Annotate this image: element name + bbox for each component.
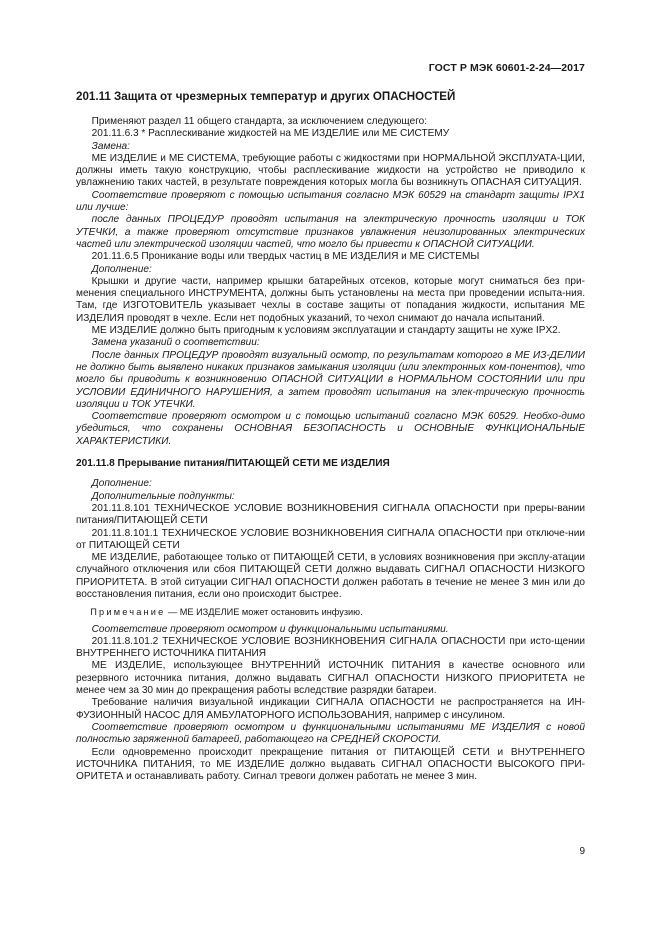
- paragraph: Замена:: [91, 140, 130, 152]
- paragraph: Соответствие проверяют осмотром и с помощью испытаний согласно МЭК 60529. Необхо-димо убедиться, что сохранены ОСНОВНАЯ БЕЗОПАСНОСТЬ и ОСНОВНЫЕ ФУНКЦИОНАЛЬНЫЕ ХАРАКТЕРИСТИКИ.: [76, 411, 585, 447]
- note-label: Примечание: [90, 607, 166, 618]
- paragraph: Если одновременно происходит прекращение питания от ПИТАЮЩЕЙ СЕТИ и ВНУТРЕННЕГО ИСТОЧНИКА ПИТАНИЯ, то МЕ ИЗДЕЛИЕ должно выдавать СИГНАЛ ОПАСНОСТИ ВЫСОКОГО ПРИ-ОРИТЕТА и останавливать работу. Сигнал тревоги должен работать не менее 3 мин.: [76, 746, 585, 783]
- paragraph: Требование наличия визуальной индикации СИГНАЛА ОПАСНОСТИ не распространяется на ИН-ФУЗИОННЫЙ НАСОС ДЛЯ АМБУЛАТОРНОГО ИСПОЛЬЗОВАНИЯ, например с инсулином.: [76, 697, 585, 721]
- paragraph: Дополнение:: [91, 478, 152, 490]
- paragraph: После данных ПРОЦЕДУР проводят визуальный осмотр, по результатам которого в МЕ ИЗ-ДЕЛИИ не должно быть выявлено никаких признаков замыкания изоляции (или электронных ком-понентов), что могло бы приводить к возникновению ОПАСНОЙ СИТУАЦИИ в НОРМАЛЬНОМ СОСТОЯНИИ или при УСЛОВИИ ЕДИНИЧНОГО НАРУШЕНИЯ, а затем проводят испытания на элек-трическую прочность изоляции и ТОК УТЕЧКИ.: [76, 349, 585, 410]
- paragraph: МЕ ИЗДЕЛИЕ и МЕ СИСТЕМА, требующие работы с жидкостями при НОРМАЛЬНОЙ ЭКСПЛУАТА-ЦИИ, должны иметь такую конструкцию, чтобы расплескивание жидкости на устройство не приводило к увлажнению таких частей, в результате повреждения которых могла бы возникнуть ОПАСНАЯ СИТУАЦИЯ.: [76, 152, 585, 189]
- note: [76, 606, 585, 618]
- document-header: ГОСТ Р МЭК 60601-2-24—2017: [428, 62, 585, 74]
- paragraph: 201.11.8.101.2 ТЕХНИЧЕСКОЕ УСЛОВИЕ ВОЗНИКНОВЕНИЯ СИГНАЛА ОПАСНОСТИ при исто-щении ВНУТРЕННЕГО ИСТОЧНИКА ПИТАНИЯ: [76, 635, 585, 660]
- document-body: [76, 90, 585, 783]
- paragraph: 201.11.8.101 ТЕХНИЧЕСКОЕ УСЛОВИЕ ВОЗНИКНОВЕНИЯ СИГНАЛА ОПАСНОСТИ при преры-вании питания/ПИТАЮЩЕЙ СЕТИ: [76, 502, 585, 527]
- subsection-title: 201.11.8 Прерывание питания/ПИТАЮЩЕЙ СЕТИ МЕ ИЗДЕЛИЯ: [76, 458, 390, 470]
- paragraph: МЕ ИЗДЕЛИЕ должно быть пригодным к условиям эксплуатации и стандарту защиты не хуже IPX2.: [91, 325, 561, 337]
- paragraph: Крышки и другие части, например крышки батарейных отсеков, которые могут сниматься без при-менения специального ИНСТРУМЕНТА, должны быть установлены на места при проведении испыта-ния. Там, где ИЗГОТОВИТЕЛЬ указывает чехлы в составе защиты от попадания жидкости, испытания МЕ ИЗДЕЛИЯ проводят в чехле. Если нет подобных указаний, то чехол снимают до начала испытаний.: [76, 275, 585, 324]
- paragraph: Соответствие проверяют с помощью испытания согласно МЭК 60529 на стандарт защиты IPX1 или лучше:: [76, 189, 585, 214]
- section-title: 201.11 Защита от чрезмерных температур и других ОПАСНОСТЕЙ: [76, 90, 456, 103]
- paragraph: Замена указаний о соответствии:: [91, 337, 260, 349]
- paragraph: Дополнительные подпункты:: [91, 490, 235, 502]
- paragraph: Соответствие проверяют осмотром и функциональными испытаниями.: [91, 623, 449, 635]
- page-number: 9: [579, 846, 585, 857]
- paragraph: Применяют раздел 11 общего стандарта, за исключением следующего:: [91, 116, 428, 127]
- note-text: — МЕ ИЗДЕЛИЕ может остановить инфузию.: [165, 607, 363, 618]
- paragraph: МЕ ИЗДЕЛИЕ, использующее ВНУТРЕННИЙ ИСТОЧНИК ПИТАНИЯ в качестве основного или резервного источника питания, должно выдавать СИГНАЛ ОПАСНОСТИ НИЗКОГО ПРИОРИТЕТА не менее чем за 30 мин до прекращения работы вследствие разрядки батареи.: [76, 660, 585, 697]
- paragraph: Дополнение:: [91, 263, 152, 275]
- paragraph: 201.11.6.3 * Расплескивание жидкостей на МЕ ИЗДЕЛИЕ или МЕ СИСТЕМУ: [91, 128, 450, 140]
- paragraph: МЕ ИЗДЕЛИЕ, работающее только от ПИТАЮЩЕЙ СЕТИ, в условиях возникновения при эксплу-атации случайного отключения или сбоя ПИТАЮЩЕЙ СЕТИ должно выдавать СИГНАЛ ОПАСНОСТИ НИЗКОГО ПРИОРИТЕТА. В этой ситуации СИГНАЛ ОПАСНОСТИ должен работать в течение не менее 3 мин или до восстановления питания, если оно происходит быстрее.: [76, 552, 585, 600]
- paragraph: 201.11.8.101.1 ТЕХНИЧЕСКОЕ УСЛОВИЕ ВОЗНИКНОВЕНИЯ СИГНАЛА ОПАСНОСТИ при отключе-нии от ПИТАЮЩЕЙ СЕТИ: [76, 527, 585, 551]
- paragraph: Соответствие проверяют осмотром и функциональными испытаниями МЕ ИЗДЕЛИЯ с новой полностью заряженной батареей, работающего на СРЕДНЕЙ СКОРОСТИ.: [76, 721, 585, 746]
- paragraph: после данных ПРОЦЕДУР проводят испытания на электрическую прочность изоляции и ТОК УТЕЧКИ, а также проверяют отсутствие признаков увлажнения неизолированных электрических частей или электрической изоляции частей, что могло бы привести к ОПАСНОЙ СИТУАЦИИ.: [76, 214, 585, 250]
- paragraph: 201.11.6.5 Проникание воды или твердых частиц в МЕ ИЗДЕЛИЯ и МЕ СИСТЕМЫ: [91, 251, 480, 263]
